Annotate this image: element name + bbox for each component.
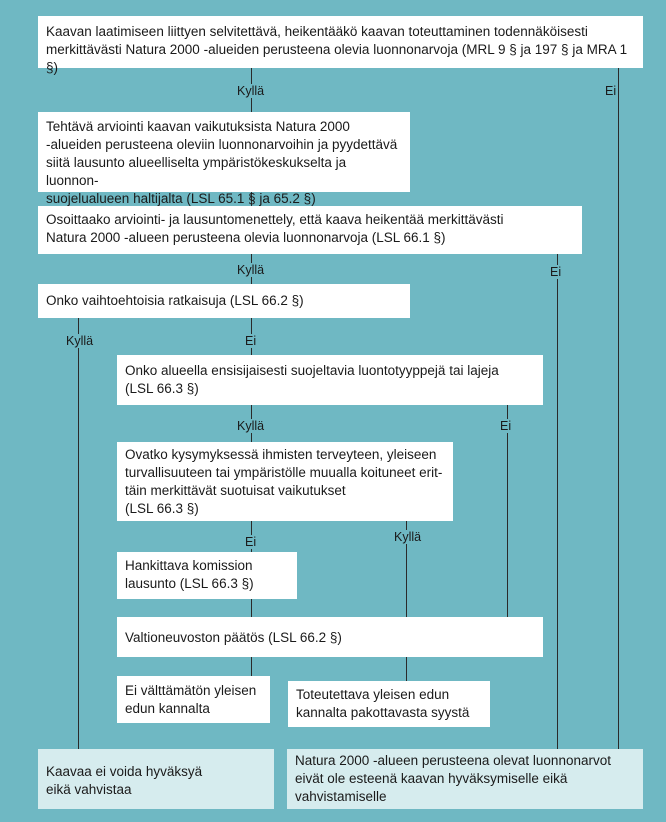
connector-line	[406, 657, 407, 681]
end-not-approved: Kaavaa ei voida hyväksyä eikä vahvistaa	[38, 749, 274, 809]
result-overriding-reason: Toteutettava yleisen edun kannalta pakottavasta syystä	[288, 681, 490, 727]
question-assessment-result: Osoittaako arviointi- ja lausuntomenettely, että kaava heikentää merkittävästi Natura 2000 -alueen perusteena olevia luonnonarvoja (LSL 66.1 §)	[38, 206, 582, 254]
question-priority-habitats: Onko alueella ensisijaisesti suojeltavia luontotyyppejä tai lajeja (LSL 66.3 §)	[117, 355, 543, 405]
label-no: Ei	[605, 84, 617, 98]
label-yes: Kyllä	[237, 419, 265, 433]
label-yes: Kyllä	[66, 334, 94, 348]
label-no: Ei	[550, 265, 562, 279]
label-yes: Kyllä	[237, 84, 265, 98]
action-assessment: Tehtävä arviointi kaavan vaikutuksista Natura 2000 -alueiden perusteena oleviin luonnonarvoihin ja pyydettävä siitä lausunto alueelliselta ympäristökeskukselta ja luonnon- suojelualueen haltijalta (LSL 65.1 § ja 65.2 §)	[38, 112, 410, 192]
label-no: Ei	[500, 419, 512, 433]
end-approved: Natura 2000 -alueen perusteena olevat luonnonarvot eivät ole esteenä kaavan hyväksymiselle eikä vahvistamiselle	[287, 749, 643, 809]
connector-line	[78, 318, 79, 749]
question-alternatives: Onko vaihtoehtoisia ratkaisuja (LSL 66.2 §)	[38, 284, 410, 318]
connector-line	[618, 68, 619, 749]
label-yes: Kyllä	[394, 530, 422, 544]
connector-line	[251, 599, 252, 617]
label-no: Ei	[245, 334, 257, 348]
action-commission-opinion: Hankittava komission lausunto (LSL 66.3 §)	[117, 552, 297, 599]
question-public-interest: Ovatko kysymyksessä ihmisten terveyteen, yleiseen turvallisuuteen tai ympäristölle muualla koituneet erit- täin merkittävät suotuisat vaikutukset (LSL 66.3 §)	[117, 442, 453, 521]
action-government-decision: Valtioneuvoston päätös (LSL 66.2 §)	[117, 617, 543, 657]
connector-line	[507, 405, 508, 617]
connector-line	[557, 254, 558, 749]
label-no: Ei	[245, 535, 257, 549]
connector-line	[251, 657, 252, 676]
label-yes: Kyllä	[237, 263, 265, 277]
result-not-necessary: Ei välttämätön yleisen edun kannalta	[117, 676, 270, 723]
question-natura-impact: Kaavan laatimiseen liittyen selvitettävä, heikentääkö kaavan toteuttaminen todennäköisesti merkittävästi Natura 2000 -alueiden perusteena olevia luonnonarvoja (MRL 9 § ja 197 § ja MRA 1 §)	[38, 16, 643, 68]
